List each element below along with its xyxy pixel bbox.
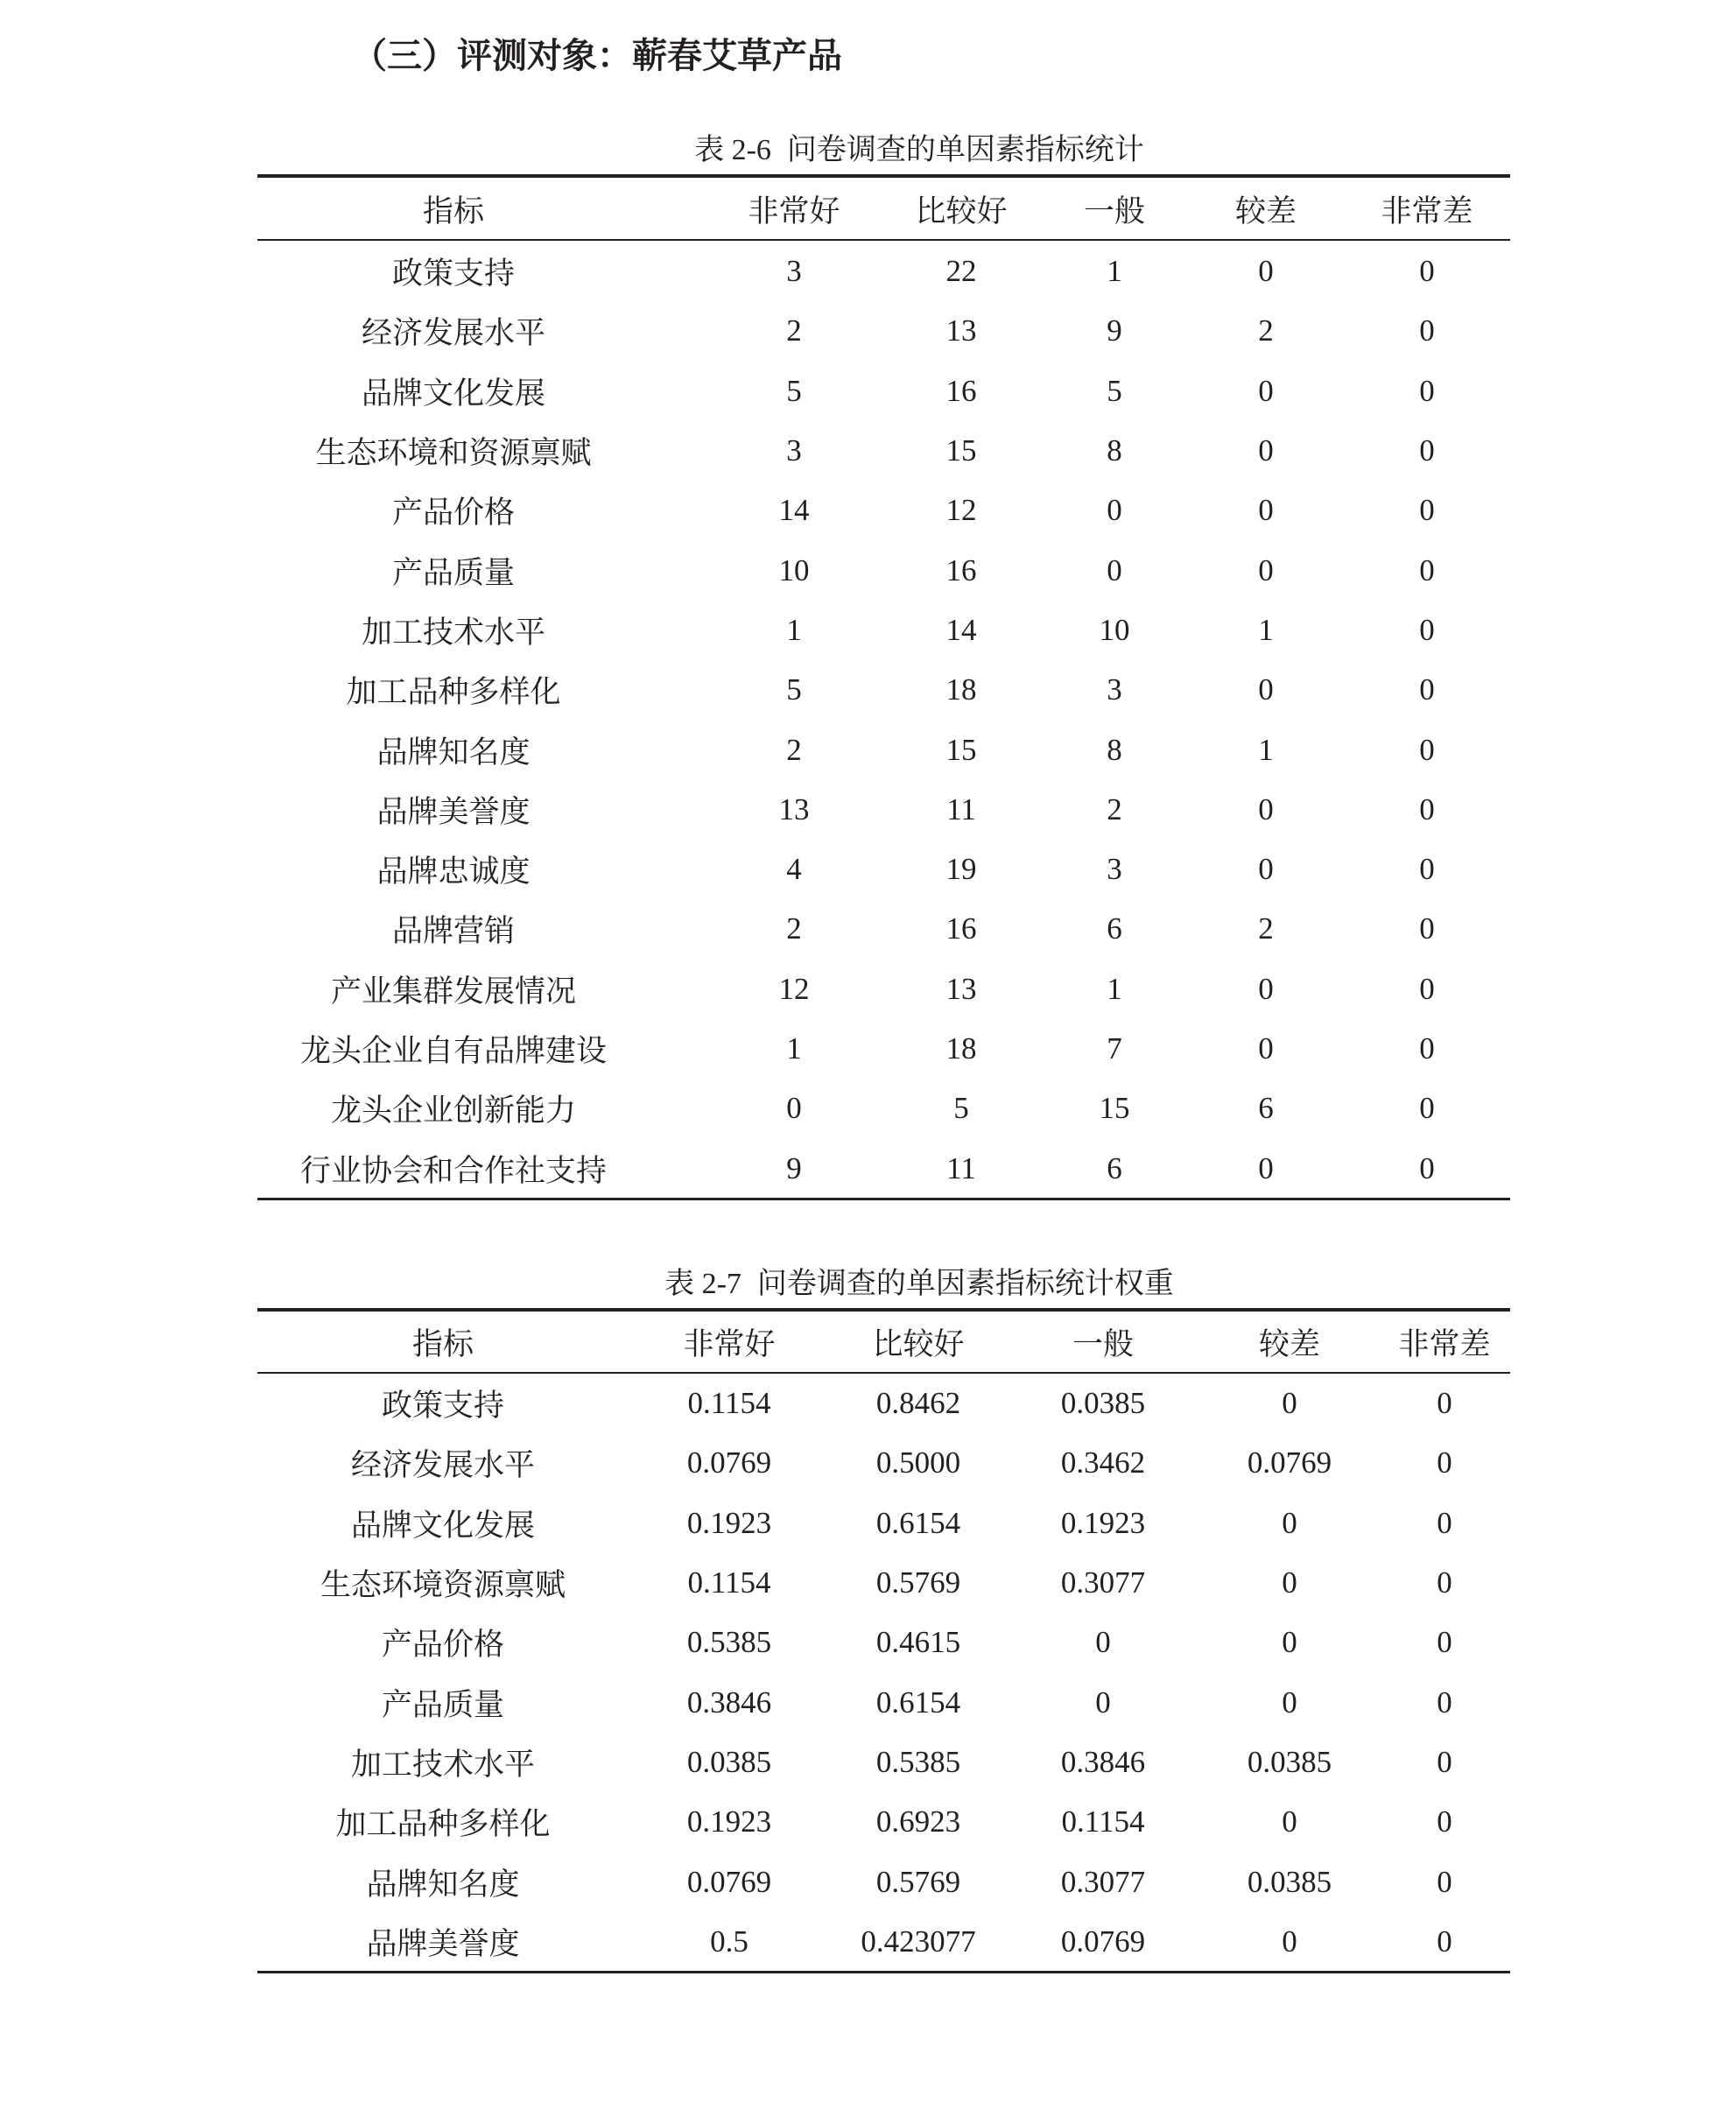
value-cell: 0 xyxy=(1419,552,1435,587)
value-cell: 0.0769 xyxy=(686,1445,772,1481)
value-cell: 0 xyxy=(1437,1386,1452,1421)
table-row xyxy=(0,301,1736,361)
table-row xyxy=(0,1792,1736,1852)
value-cell: 5 xyxy=(786,672,802,707)
header-indicator: 指标 xyxy=(411,1327,474,1361)
value-cell: 18 xyxy=(945,1031,977,1066)
value-cell: 15 xyxy=(945,732,977,767)
value-cell: 0 xyxy=(1437,1505,1452,1540)
value-cell: 0.0385 xyxy=(1247,1744,1332,1779)
value-cell: 0 xyxy=(1258,852,1274,887)
table-header-row xyxy=(0,1312,1736,1372)
value-cell: 0 xyxy=(1258,433,1274,468)
value-cell: 0 xyxy=(1258,493,1274,528)
indicator-cell: 加工技术水平 xyxy=(361,615,545,650)
table-row xyxy=(0,1852,1736,1911)
value-cell: 0 xyxy=(1258,791,1274,826)
value-cell: 15 xyxy=(945,433,977,468)
header-very-poor: 非常差 xyxy=(1398,1327,1491,1361)
value-cell: 1 xyxy=(1258,732,1274,767)
table-row xyxy=(0,1079,1736,1138)
value-cell: 4 xyxy=(786,852,802,887)
value-cell: 0 xyxy=(1258,373,1274,408)
value-cell: 6 xyxy=(1258,1091,1274,1126)
value-cell: 0.6154 xyxy=(875,1505,961,1540)
value-cell: 0.1923 xyxy=(686,1505,772,1540)
value-cell: 0 xyxy=(1419,612,1435,647)
value-cell: 0 xyxy=(1282,1804,1297,1839)
value-cell: 0.0769 xyxy=(1060,1924,1146,1959)
header-very-poor: 非常差 xyxy=(1381,194,1473,229)
value-cell: 0.5385 xyxy=(875,1744,961,1779)
value-cell: 1 xyxy=(1107,254,1122,289)
value-cell: 0 xyxy=(1282,1505,1297,1540)
value-cell: 0 xyxy=(1107,493,1122,528)
indicator-cell: 政策支持 xyxy=(381,1389,504,1424)
value-cell: 3 xyxy=(1107,852,1122,887)
table-row xyxy=(0,899,1736,959)
value-cell: 0 xyxy=(1437,1625,1452,1660)
table-row xyxy=(0,242,1736,301)
header-very-good: 非常好 xyxy=(748,194,840,229)
value-cell: 2 xyxy=(786,911,802,946)
value-cell: 0.4615 xyxy=(875,1625,961,1660)
table-caption-label: 表 2-7 xyxy=(664,1268,741,1300)
value-cell: 0.0385 xyxy=(686,1744,772,1779)
value-cell: 16 xyxy=(945,911,977,946)
table-header-row xyxy=(0,179,1736,239)
table-caption-label: 表 2-6 xyxy=(694,134,771,166)
table-row xyxy=(0,780,1736,840)
value-cell: 0 xyxy=(1419,493,1435,528)
value-cell: 16 xyxy=(945,373,977,408)
value-cell: 10 xyxy=(778,552,810,587)
indicator-cell: 品牌忠诚度 xyxy=(376,855,531,890)
value-cell: 0 xyxy=(1419,433,1435,468)
value-cell: 0 xyxy=(1437,1864,1452,1899)
header-poor: 较差 xyxy=(1258,1327,1320,1361)
value-cell: 0.1154 xyxy=(1061,1804,1145,1839)
value-cell: 0 xyxy=(1437,1924,1452,1959)
value-cell: 0.1923 xyxy=(1060,1505,1146,1540)
value-cell: 2 xyxy=(786,732,802,767)
value-cell: 1 xyxy=(786,612,802,647)
header-poor: 较差 xyxy=(1234,194,1297,229)
indicator-cell: 品牌文化发展 xyxy=(350,1508,535,1543)
value-cell: 0 xyxy=(1419,791,1435,826)
value-cell: 0 xyxy=(1437,1744,1452,1779)
table-row xyxy=(0,481,1736,540)
indicator-cell: 产品质量 xyxy=(381,1687,504,1722)
table-row xyxy=(0,1613,1736,1672)
value-cell: 18 xyxy=(945,672,977,707)
value-cell: 0.1154 xyxy=(687,1386,771,1421)
value-cell: 6 xyxy=(1107,1150,1122,1185)
value-cell: 0.3846 xyxy=(1060,1744,1146,1779)
table-top-rule xyxy=(257,174,1510,178)
header-indicator: 指标 xyxy=(422,194,484,229)
value-cell: 10 xyxy=(1099,612,1130,647)
value-cell: 0 xyxy=(1437,1684,1452,1720)
section-heading: （三）评测对象：蕲春艾草产品 xyxy=(352,36,842,76)
indicator-cell: 产业集群发展情况 xyxy=(330,974,576,1009)
value-cell: 3 xyxy=(1107,672,1122,707)
value-cell: 0.5769 xyxy=(875,1864,961,1899)
value-cell: 6 xyxy=(1107,911,1122,946)
value-cell: 13 xyxy=(945,971,977,1006)
table-row xyxy=(0,601,1736,660)
value-cell: 0.3077 xyxy=(1060,1864,1146,1899)
value-cell: 0 xyxy=(1419,911,1435,946)
value-cell: 0 xyxy=(1437,1565,1452,1600)
value-cell: 0 xyxy=(1258,971,1274,1006)
value-cell: 0.3077 xyxy=(1060,1565,1146,1600)
table-body xyxy=(0,1374,1736,1972)
value-cell: 0.1154 xyxy=(687,1565,771,1600)
value-cell: 0 xyxy=(1419,1031,1435,1066)
indicator-cell: 品牌知名度 xyxy=(366,1867,520,1902)
value-cell: 0 xyxy=(1282,1386,1297,1421)
value-cell: 0 xyxy=(786,1091,802,1126)
table-row xyxy=(0,421,1736,481)
value-cell: 0 xyxy=(1258,1031,1274,1066)
value-cell: 2 xyxy=(1107,791,1122,826)
table-row xyxy=(0,1672,1736,1732)
value-cell: 0.6154 xyxy=(875,1684,961,1720)
value-cell: 0 xyxy=(1258,1150,1274,1185)
indicator-cell: 生态环境资源禀赋 xyxy=(320,1568,566,1603)
table-caption-title: 问卷调查的单因素指标统计 xyxy=(786,134,1144,166)
value-cell: 0 xyxy=(1419,732,1435,767)
value-cell: 12 xyxy=(945,493,977,528)
indicator-cell: 品牌文化发展 xyxy=(361,376,545,411)
value-cell: 2 xyxy=(1258,313,1274,348)
value-cell: 0 xyxy=(1282,1565,1297,1600)
value-cell: 0.0769 xyxy=(686,1864,772,1899)
table-row xyxy=(0,960,1736,1019)
value-cell: 15 xyxy=(1099,1091,1130,1126)
value-cell: 0.5769 xyxy=(875,1565,961,1600)
table-row xyxy=(0,1374,1736,1433)
table-bottom-rule xyxy=(257,1971,1510,1973)
header-good: 比较好 xyxy=(915,194,1008,229)
value-cell: 0 xyxy=(1419,254,1435,289)
indicator-cell: 经济发展水平 xyxy=(350,1448,535,1483)
value-cell: 0 xyxy=(1419,1091,1435,1126)
header-good: 比较好 xyxy=(872,1327,965,1361)
value-cell: 0 xyxy=(1419,313,1435,348)
value-cell: 0.5000 xyxy=(875,1445,961,1481)
value-cell: 1 xyxy=(786,1031,802,1066)
value-cell: 0 xyxy=(1258,552,1274,587)
table-row xyxy=(0,840,1736,899)
table-top-rule xyxy=(257,1308,1510,1312)
indicator-cell: 加工品种多样化 xyxy=(346,675,561,710)
value-cell: 1 xyxy=(1107,971,1122,1006)
value-cell: 0 xyxy=(1419,373,1435,408)
table-row xyxy=(0,1494,1736,1553)
table-bottom-rule xyxy=(257,1198,1510,1200)
table-row xyxy=(0,1433,1736,1493)
value-cell: 12 xyxy=(778,971,810,1006)
value-cell: 0 xyxy=(1258,254,1274,289)
table-row xyxy=(0,1733,1736,1792)
header-very-good: 非常好 xyxy=(683,1327,776,1361)
indicator-cell: 生态环境和资源禀赋 xyxy=(315,436,592,471)
value-cell: 0 xyxy=(1419,852,1435,887)
value-cell: 16 xyxy=(945,552,977,587)
value-cell: 0.6923 xyxy=(875,1804,961,1839)
value-cell: 19 xyxy=(945,852,977,887)
value-cell: 3 xyxy=(786,433,802,468)
value-cell: 11 xyxy=(946,791,976,826)
indicator-cell: 龙头企业创新能力 xyxy=(330,1094,576,1129)
value-cell: 0.1923 xyxy=(686,1804,772,1839)
value-cell: 0 xyxy=(1437,1445,1452,1481)
table-caption-title: 问卷调查的单因素指标统计权重 xyxy=(756,1268,1174,1300)
value-cell: 0 xyxy=(1419,971,1435,1006)
value-cell: 0 xyxy=(1258,672,1274,707)
value-cell: 0.5 xyxy=(710,1924,749,1959)
value-cell: 0 xyxy=(1282,1684,1297,1720)
value-cell: 13 xyxy=(778,791,810,826)
indicator-cell: 品牌美誉度 xyxy=(376,794,531,829)
indicator-cell: 龙头企业自有品牌建设 xyxy=(299,1034,607,1068)
value-cell: 9 xyxy=(786,1150,802,1185)
header-average: 一般 xyxy=(1083,194,1145,229)
value-cell: 14 xyxy=(945,612,977,647)
value-cell: 0 xyxy=(1107,552,1122,587)
table-header-rule xyxy=(257,239,1510,241)
value-cell: 0.8462 xyxy=(875,1386,961,1421)
indicator-cell: 品牌美誉度 xyxy=(366,1926,520,1961)
table-row xyxy=(0,1912,1736,1972)
table-caption xyxy=(481,129,1357,172)
value-cell: 0.3846 xyxy=(686,1684,772,1720)
table-row xyxy=(0,540,1736,600)
value-cell: 7 xyxy=(1107,1031,1122,1066)
value-cell: 5 xyxy=(786,373,802,408)
header-average: 一般 xyxy=(1072,1327,1134,1361)
indicator-cell: 品牌知名度 xyxy=(376,735,531,770)
table-row xyxy=(0,1138,1736,1198)
value-cell: 0 xyxy=(1095,1625,1111,1660)
value-cell: 1 xyxy=(1258,612,1274,647)
value-cell: 0.423077 xyxy=(861,1924,976,1959)
value-cell: 22 xyxy=(945,254,977,289)
value-cell: 0.3462 xyxy=(1060,1445,1146,1481)
indicator-cell: 政策支持 xyxy=(391,257,515,292)
value-cell: 14 xyxy=(778,493,810,528)
value-cell: 2 xyxy=(786,313,802,348)
indicator-cell: 品牌营销 xyxy=(391,914,515,949)
value-cell: 11 xyxy=(946,1150,976,1185)
indicator-cell: 产品质量 xyxy=(391,555,515,590)
value-cell: 3 xyxy=(786,254,802,289)
value-cell: 0.0769 xyxy=(1247,1445,1332,1481)
table-row xyxy=(0,720,1736,779)
value-cell: 0 xyxy=(1419,672,1435,707)
table-row xyxy=(0,1553,1736,1613)
value-cell: 0 xyxy=(1419,1150,1435,1185)
value-cell: 0 xyxy=(1095,1684,1111,1720)
value-cell: 5 xyxy=(1107,373,1122,408)
value-cell: 0.5385 xyxy=(686,1625,772,1660)
indicator-cell: 产品价格 xyxy=(381,1628,504,1663)
indicator-cell: 经济发展水平 xyxy=(361,316,545,351)
value-cell: 8 xyxy=(1107,732,1122,767)
table-row xyxy=(0,660,1736,720)
indicator-cell: 加工技术水平 xyxy=(350,1747,535,1782)
value-cell: 0.0385 xyxy=(1060,1386,1146,1421)
value-cell: 13 xyxy=(945,313,977,348)
indicator-cell: 行业协会和合作社支持 xyxy=(299,1153,607,1188)
indicator-cell: 加工品种多样化 xyxy=(335,1807,551,1842)
table-caption xyxy=(481,1262,1357,1306)
value-cell: 8 xyxy=(1107,433,1122,468)
value-cell: 5 xyxy=(953,1091,969,1126)
value-cell: 0 xyxy=(1282,1625,1297,1660)
value-cell: 0 xyxy=(1437,1804,1452,1839)
table-row xyxy=(0,1019,1736,1079)
value-cell: 2 xyxy=(1258,911,1274,946)
value-cell: 0 xyxy=(1282,1924,1297,1959)
value-cell: 9 xyxy=(1107,313,1122,348)
value-cell: 0.0385 xyxy=(1247,1864,1332,1899)
indicator-cell: 产品价格 xyxy=(391,496,515,531)
table-body xyxy=(0,242,1736,1199)
table-row xyxy=(0,362,1736,421)
